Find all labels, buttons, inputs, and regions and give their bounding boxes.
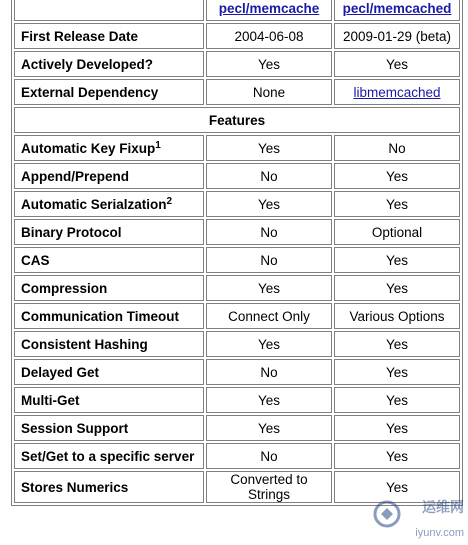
site-watermark: [372, 497, 464, 541]
row-label: Consistent Hashing: [14, 331, 204, 357]
memcached-value: 2009-01-29 (beta): [334, 23, 460, 49]
table-row: [14, 23, 460, 49]
row-label-text: Automatic Key Fixup: [21, 140, 156, 156]
table-row: [14, 191, 460, 217]
memcache-value: No: [206, 443, 332, 469]
memcache-value: Yes: [206, 387, 332, 413]
table-row: [14, 79, 460, 105]
memcache-value: Yes: [206, 51, 332, 77]
memcache-value: No: [206, 247, 332, 273]
memcache-value: Yes: [206, 415, 332, 441]
memcache-value: No: [206, 219, 332, 245]
table-row: [14, 219, 460, 245]
memcached-value: Yes: [334, 163, 460, 189]
row-label: Actively Developed?: [14, 51, 204, 77]
memcache-value: 2004-06-08: [206, 23, 332, 49]
table-row: [14, 303, 460, 329]
row-label: [14, 191, 204, 217]
memcached-value: Yes: [334, 247, 460, 273]
table-row: [14, 387, 460, 413]
memcache-value: Yes: [206, 275, 332, 301]
row-label: Communication Timeout: [14, 303, 204, 329]
table-row: [14, 135, 460, 161]
row-label: Delayed Get: [14, 359, 204, 385]
memcached-value: Optional: [334, 219, 460, 245]
footnote-marker: 2: [166, 195, 173, 207]
row-label: Stores Numerics: [14, 471, 204, 503]
libmemcached-link[interactable]: libmemcached: [353, 84, 441, 100]
table-row: [14, 443, 460, 469]
table-row: [14, 359, 460, 385]
memcache-value: No: [206, 163, 332, 189]
header-blank-cell: [14, 0, 204, 21]
row-label: External Dependency: [14, 79, 204, 105]
row-label: Multi-Get: [14, 387, 204, 413]
memcache-value: Connect Only: [206, 303, 332, 329]
pecl-memcache-link[interactable]: pecl/memcache: [218, 0, 320, 16]
memcached-value: Yes: [334, 191, 460, 217]
table-row: [14, 51, 460, 77]
memcache-value: Yes: [206, 135, 332, 161]
header-cell-memcached: [334, 0, 460, 21]
footnote-marker: 1: [155, 139, 161, 151]
row-label: CAS: [14, 247, 204, 273]
memcached-value: Yes: [334, 415, 460, 441]
memcached-value: Yes: [334, 471, 460, 503]
memcached-value: Yes: [334, 51, 460, 77]
watermark-cn-text: 运维网: [422, 500, 464, 516]
row-label: Set/Get to a specific server: [14, 443, 204, 469]
row-label: First Release Date: [14, 23, 204, 49]
memcached-value: Yes: [334, 387, 460, 413]
memcache-value: No: [206, 359, 332, 385]
row-label-text: Automatic Serialzation: [21, 196, 167, 212]
table-row: [14, 275, 460, 301]
watermark-url-text: iyunv.com: [415, 527, 464, 539]
memcached-value: [334, 79, 460, 105]
table-row: [14, 247, 460, 273]
watermark-logo-icon: [372, 499, 402, 534]
memcache-value: Yes: [206, 191, 332, 217]
row-label: Compression: [14, 275, 204, 301]
features-section-row: [14, 107, 460, 133]
row-label: [14, 135, 204, 161]
table-row: [14, 163, 460, 189]
comparison-table-container: [11, 0, 463, 545]
memcached-value: Yes: [334, 443, 460, 469]
memcached-value: Various Options: [334, 303, 460, 329]
comparison-table: [11, 0, 463, 506]
row-label: Binary Protocol: [14, 219, 204, 245]
memcached-value: Yes: [334, 359, 460, 385]
header-cell-memcache: [206, 0, 332, 21]
row-label: Append/Prepend: [14, 163, 204, 189]
memcached-value: Yes: [334, 331, 460, 357]
row-label: Session Support: [14, 415, 204, 441]
pecl-memcached-link[interactable]: pecl/memcached: [342, 0, 452, 16]
memcache-value: Yes: [206, 331, 332, 357]
table-row: [14, 331, 460, 357]
features-section-title: Features: [14, 107, 460, 133]
memcached-value: Yes: [334, 275, 460, 301]
memcache-value: Converted to Strings: [206, 471, 332, 503]
table-row: [14, 415, 460, 441]
memcached-value: No: [334, 135, 460, 161]
table-header-row: [14, 0, 460, 21]
memcache-value: None: [206, 79, 332, 105]
